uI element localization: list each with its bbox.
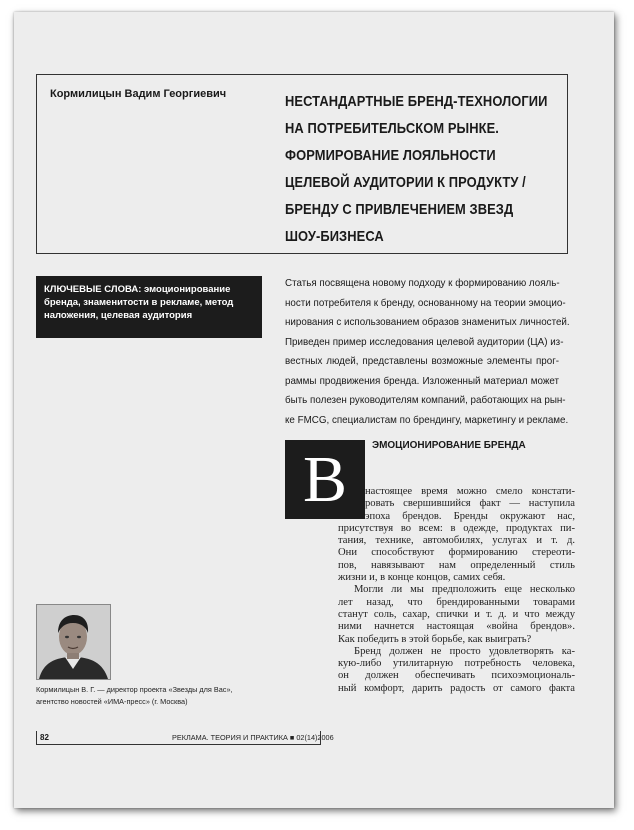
body-line: тания, технике, автомобилях, услугах и т. д. (338, 535, 575, 547)
page-number: 82 (40, 733, 49, 742)
body-line: присутствуя во всем: в одежде, продуктах пи- (338, 522, 575, 534)
title-line: ШОУ-БИЗНЕСА (285, 228, 384, 245)
body-line: Как победить в этой борьбе, как выиграть? (338, 633, 532, 645)
abstract-line: ности потребителя к бренду, основанному на теории эмоцио- (285, 297, 566, 309)
body-text (285, 486, 575, 695)
abstract-line: нирования с использованием образов знаменитых личностей. (285, 317, 570, 328)
body-line: кую-либо утилитарную потребность человека, (338, 658, 575, 670)
body-line: станут соль, сахар, спички и т. д. и что между (338, 608, 575, 620)
body-line: Могли ли мы предположить еще несколько (354, 584, 575, 596)
body-line: он должен обеспечивать психоэмоциональ- (338, 670, 575, 682)
section-heading: ЭМОЦИОНИРОВАНИЕ БРЕНДА (372, 439, 526, 451)
author-name: Кормилицын Вадим Георгиевич (50, 88, 227, 100)
abstract-line: Приведен пример исследования целевой аудитории (ЦА) из- (285, 336, 564, 348)
author-portrait-icon (37, 605, 110, 679)
title-line: БРЕНДУ С ПРИВЛЕЧЕНИЕМ ЗВЕЗД (285, 201, 514, 218)
author-photo (36, 604, 111, 680)
body-line: ровать свершившийся факт — наступила (365, 498, 575, 510)
body-line: эпоха брендов. Бренды окружают нас, (365, 510, 575, 522)
title-line: НА ПОТРЕБИТЕЛЬСКОМ РЫНКЕ. (285, 120, 499, 137)
body-line: лет назад, что брендированными товарами (338, 596, 575, 608)
title-line: ФОРМИРОВАНИЕ ЛОЯЛЬНОСТИ (285, 147, 496, 164)
photo-caption: Кормилицын В. Г. — директор проекта «Звезды для Вас», агентство новостей «ИМА-пресс» (г. Москва) (36, 685, 233, 706)
title-line: НЕСТАНДАРТНЫЕ БРЕНД-ТЕХНОЛОГИИ (285, 93, 548, 110)
keywords-box: КЛЮЧЕВЫЕ СЛОВА: эмоционирование бренда, знаменитости в рекламе, метод наложения, целевая аудитория (36, 276, 262, 338)
body-line: ними начнется настоящая «война брендов». (338, 621, 575, 633)
body-line: настоящее время можно смело констати- (365, 486, 575, 497)
abstract-line: быть полезен руководителям компаний, работающих на рын- (285, 395, 566, 406)
body-line: Они способствуют формированию стереоти- (338, 547, 575, 559)
body-line: пов, навязывают нам определенный стиль (338, 559, 575, 571)
drop-cap: В (285, 440, 365, 519)
abstract-line: Статья посвящена новому подходу к формированию лояль- (285, 278, 560, 289)
body-line: Бренд должен не просто удовлетворять ка- (354, 645, 575, 657)
title-line: ЦЕЛЕВОЙ АУДИТОРИИ К ПРОДУКТУ / (285, 174, 526, 191)
abstract-line: ке FMCG, специалистам по брендингу, маркетингу и рекламе. (285, 414, 569, 426)
abstract-line: раммы продвижения бренда. Изложенный материал может (285, 375, 560, 387)
body-line: жизни и, в конце концов, самих себя. (338, 572, 506, 584)
article-title (285, 88, 548, 250)
journal-reference: РЕКЛАМА. ТЕОРИЯ И ПРАКТИКА ■ 02(14)2006 (172, 733, 334, 742)
abstract (285, 274, 570, 430)
body-line: ный комфорт, дарить радость от самого факта (338, 682, 575, 694)
abstract-line: вестных людей, представлены возможные элементы прог- (285, 356, 560, 367)
